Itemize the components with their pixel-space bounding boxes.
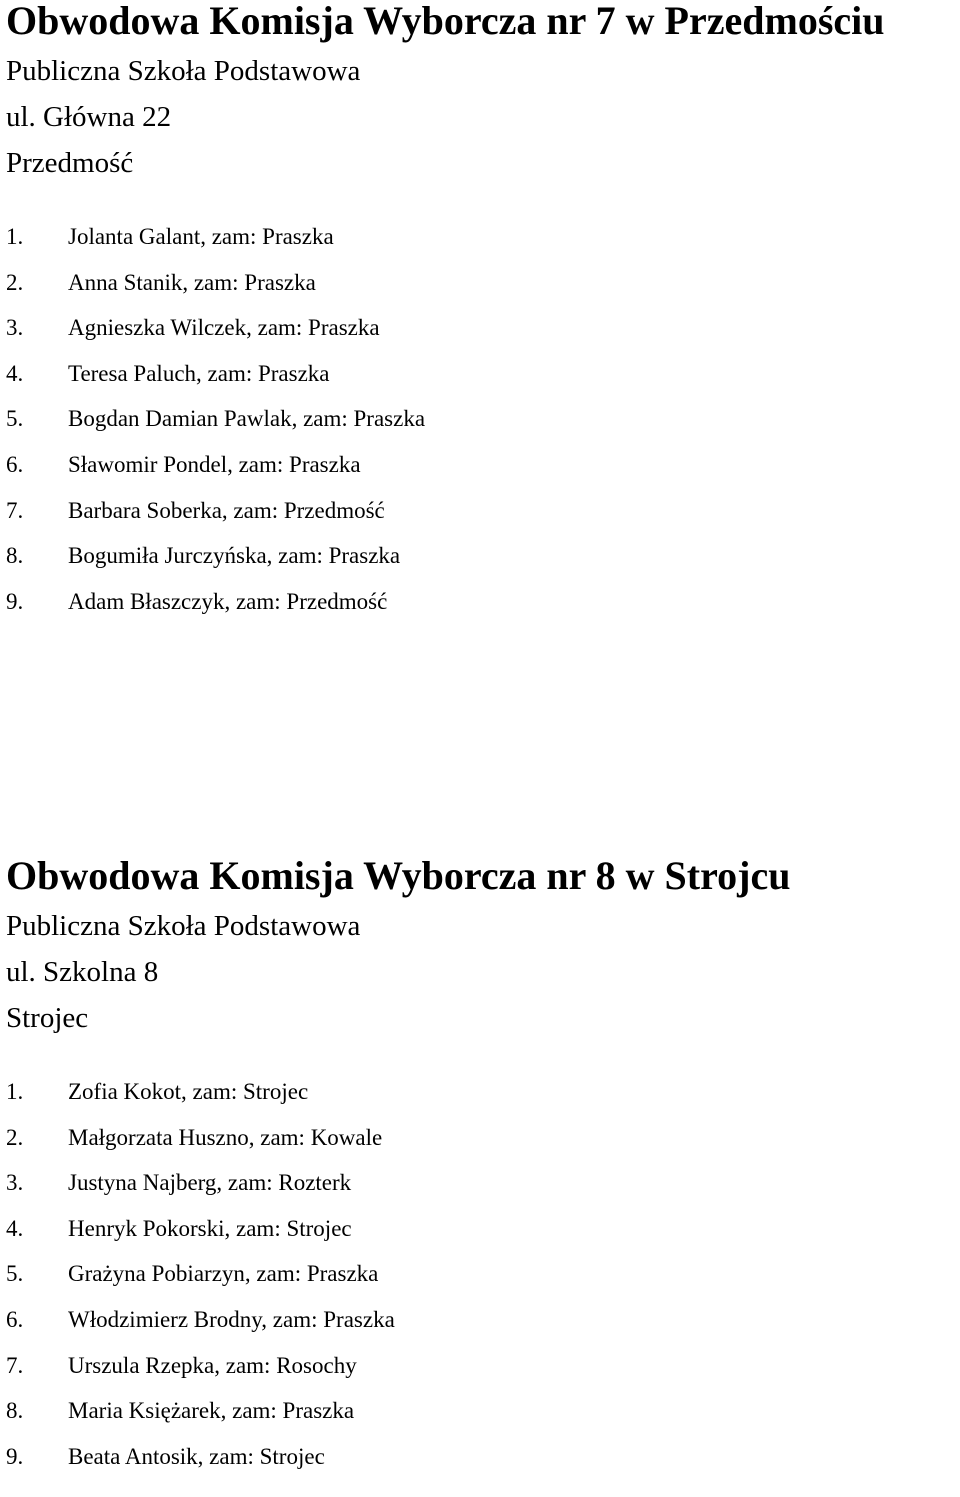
list-item bbox=[6, 1160, 960, 1206]
member-number: 9. bbox=[6, 588, 24, 614]
member-number: 8. bbox=[6, 543, 24, 569]
member-entry: Małgorzata Huszno, zam: Kowale bbox=[68, 1124, 383, 1150]
member-number: 7. bbox=[6, 1352, 24, 1378]
member-number: 9. bbox=[6, 1443, 24, 1469]
member-number: 6. bbox=[6, 1306, 24, 1332]
venue-name: Publiczna Szkoła Podstawowa bbox=[6, 910, 361, 942]
list-item bbox=[6, 1297, 960, 1343]
member-list bbox=[6, 1069, 960, 1479]
member-number: 1. bbox=[6, 224, 24, 249]
member-number: 5. bbox=[6, 406, 24, 432]
member-entry: Włodzimierz Brodny, zam: Praszka bbox=[68, 1306, 395, 1332]
member-number: 8. bbox=[6, 1398, 24, 1424]
list-item bbox=[6, 442, 960, 488]
list-item bbox=[6, 351, 960, 397]
venue-town: Strojec bbox=[6, 1002, 89, 1034]
list-item bbox=[6, 1206, 960, 1252]
venue-street: ul. Szkolna 8 bbox=[6, 956, 159, 988]
committee-title: Obwodowa Komisja Wyborcza nr 8 w Strojcu bbox=[6, 853, 791, 898]
member-number: 2. bbox=[6, 1124, 24, 1150]
member-entry: Zofia Kokot, zam: Strojec bbox=[68, 1079, 309, 1104]
member-entry: Agnieszka Wilczek, zam: Praszka bbox=[68, 315, 380, 341]
member-number: 5. bbox=[6, 1261, 24, 1287]
committee-section-7 bbox=[6, 0, 960, 624]
list-item bbox=[6, 488, 960, 534]
list-item bbox=[6, 305, 960, 351]
member-entry: Maria Księżarek, zam: Praszka bbox=[68, 1398, 355, 1424]
list-item bbox=[6, 1434, 960, 1480]
member-entry: Urszula Rzepka, zam: Rosochy bbox=[68, 1352, 357, 1378]
committee-title: Obwodowa Komisja Wyborcza nr 7 w Przedmościu bbox=[6, 0, 885, 43]
list-item bbox=[6, 1069, 960, 1115]
member-entry: Grażyna Pobiarzyn, zam: Praszka bbox=[68, 1261, 379, 1287]
member-number: 4. bbox=[6, 1215, 24, 1241]
member-number: 7. bbox=[6, 497, 24, 523]
list-item bbox=[6, 1251, 960, 1297]
member-entry: Teresa Paluch, zam: Praszka bbox=[68, 360, 330, 386]
member-list bbox=[6, 214, 960, 624]
list-item bbox=[6, 1115, 960, 1161]
venue-name: Publiczna Szkoła Podstawowa bbox=[6, 55, 361, 87]
member-entry: Jolanta Galant, zam: Praszka bbox=[68, 224, 334, 249]
member-entry: Bogdan Damian Pawlak, zam: Praszka bbox=[68, 406, 426, 432]
venue-town: Przedmość bbox=[6, 147, 134, 179]
member-entry: Adam Błaszczyk, zam: Przedmość bbox=[68, 588, 388, 614]
member-number: 1. bbox=[6, 1079, 24, 1104]
list-item bbox=[6, 1388, 960, 1434]
member-entry: Barbara Soberka, zam: Przedmość bbox=[68, 497, 385, 523]
venue-street: ul. Główna 22 bbox=[6, 101, 172, 133]
member-number: 4. bbox=[6, 360, 24, 386]
committee-section-8 bbox=[6, 855, 960, 1479]
member-number: 3. bbox=[6, 315, 24, 341]
member-entry: Anna Stanik, zam: Praszka bbox=[68, 269, 316, 295]
list-item bbox=[6, 260, 960, 306]
member-entry: Beata Antosik, zam: Strojec bbox=[68, 1443, 325, 1469]
list-item bbox=[6, 214, 960, 260]
member-entry: Justyna Najberg, zam: Rozterk bbox=[68, 1170, 352, 1196]
member-number: 3. bbox=[6, 1170, 24, 1196]
member-entry: Henryk Pokorski, zam: Strojec bbox=[68, 1215, 352, 1241]
member-number: 6. bbox=[6, 451, 24, 477]
member-number: 2. bbox=[6, 269, 24, 295]
member-entry: Sławomir Pondel, zam: Praszka bbox=[68, 451, 361, 477]
list-item bbox=[6, 1343, 960, 1389]
list-item bbox=[6, 579, 960, 625]
member-entry: Bogumiła Jurczyńska, zam: Praszka bbox=[68, 543, 401, 569]
list-item bbox=[6, 533, 960, 579]
list-item bbox=[6, 396, 960, 442]
